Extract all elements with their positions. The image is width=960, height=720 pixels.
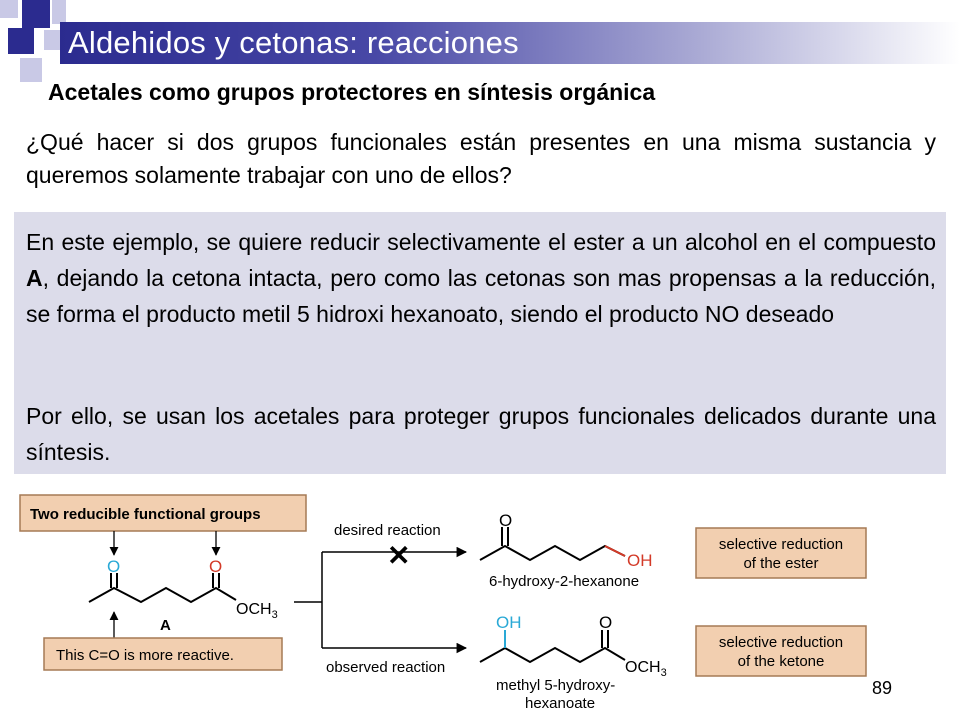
compound-a-och3: $OCH_3$ [236, 601, 278, 621]
explanation-paragraph-2: Por ello, se usan los acetales para proteger grupos funcionales delicados durante una síntesis. [26, 403, 936, 465]
observed-reaction-label: observed reaction [326, 659, 446, 676]
header-label: Two reducible functional groups [30, 506, 261, 523]
product2-skeleton [480, 648, 625, 662]
slide-title: Aldehidos y cetonas: reacciones [68, 25, 519, 60]
product2-name-line1: methyl 5-hydroxy- [496, 677, 616, 694]
page-number: 89 [872, 678, 893, 698]
slide-subtitle: Acetales como grupos protectores en síntesis orgánica [48, 79, 656, 105]
reaction-diagram [14, 490, 934, 716]
compound-a-label: A [160, 617, 171, 634]
compound-a-label: A [26, 265, 43, 291]
corner-square-2 [22, 0, 50, 28]
product1-name: 6-hydroxy-2-hexanone [489, 573, 640, 590]
ketone-oxygen: O [107, 557, 121, 576]
product2-och3: $OCH_3$ [625, 659, 667, 679]
selective-ketone-line2: of the ketone [737, 653, 825, 670]
corner-square-3 [8, 28, 34, 54]
product2-oxygen: O [599, 613, 613, 632]
product2-oh: OH [496, 613, 522, 632]
question-text: ¿Qué hacer si dos grupos funcionales están presentes en una misma sustancia y queremos solamente trabajar con uno de ellos? [26, 129, 936, 188]
selective-ketone-line1: selective reduction [718, 634, 844, 651]
selective-ester-line1: selective reduction [718, 536, 844, 553]
product1-oh-bond [605, 546, 625, 556]
corner-square-6 [20, 58, 42, 82]
selective-ester-line2: of the ester [743, 555, 819, 572]
product1-oxygen: O [499, 511, 513, 530]
product1-oh: OH [627, 551, 653, 570]
compound-a-skeleton [89, 588, 236, 602]
product2-name-line2: hexanoate [525, 695, 596, 712]
desired-reaction-x-icon: ✕ [387, 540, 411, 571]
bottom-label: This C=O is more reactive. [56, 647, 234, 664]
desired-reaction-label: desired reaction [334, 522, 441, 539]
corner-square-1 [0, 0, 18, 18]
product1-skeleton [480, 546, 625, 560]
corner-square-5 [52, 0, 66, 24]
explanation-paragraph-1: En este ejemplo, se quiere reducir selectivamente el ester a un alcohol en el compuesto A, dejando la cetona intacta, pero como las cetonas son mas propensas a la reducción, se forma el producto metil 5 hidroxi hexanoato, siendo el producto NO deseado [26, 229, 936, 327]
ester-oxygen: O [209, 557, 223, 576]
